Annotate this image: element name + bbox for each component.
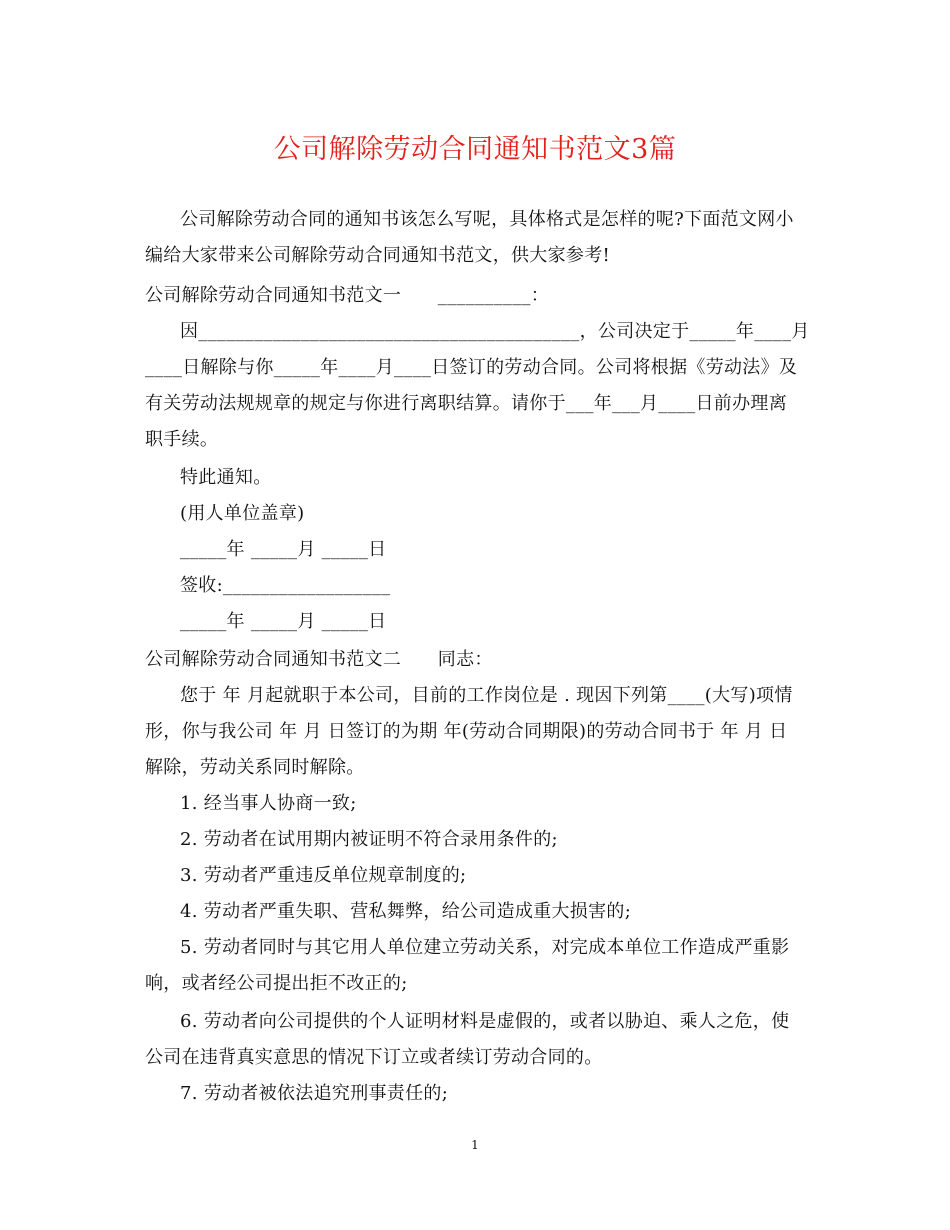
sample1-seal: (用人单位盖章) <box>180 503 305 524</box>
sample1-heading: 公司解除劳动合同通知书范文一 __________： <box>145 285 550 306</box>
sample2-item-4: 4. 劳动者严重失职、营私舞弊，给公司造成重大损害的; <box>180 901 632 922</box>
intro-line-1: 公司解除劳动合同的通知书该怎么写呢，具体格式是怎样的呢?下面范文网小 <box>180 209 794 230</box>
sample1-body-line-3: 有关劳动法规规章的规定与你进行离职结算。请你于___年___月____日前办理离 <box>145 393 787 414</box>
sample2-item-5-line-2: 响，或者经公司提出拒不改正的; <box>145 973 408 994</box>
sample1-body-line-1: 因_________________________________________，公司决定于_____年____月 <box>180 321 810 342</box>
intro-line-2: 编给大家带来公司解除劳动合同通知书范文，供大家参考! <box>145 245 611 266</box>
sample1-date-1: _____年 _____月 _____日 <box>180 539 387 560</box>
sample2-item-5-line-1: 5. 劳动者同时与其它用人单位建立劳动关系，对完成本单位工作造成严重影 <box>180 937 790 958</box>
sample2-body-line-3: 解除，劳动关系同时解除。 <box>145 757 365 778</box>
sample1-body-line-2: ____日解除与你_____年____月____日签订的劳动合同。公司将根据《劳动法》及 <box>145 357 798 378</box>
document-title: 公司解除劳动合同通知书范文3篇 <box>273 134 677 165</box>
sample2-item-3: 3. 劳动者严重违反单位规章制度的; <box>180 865 467 886</box>
sample1-date-2: _____年 _____月 _____日 <box>180 611 387 632</box>
sample1-notice: 特此通知。 <box>180 467 272 488</box>
sample2-item-6-line-2: 公司在违背真实意思的情况下订立或者续订劳动合同的。 <box>145 1047 603 1068</box>
sample1-sign: 签收:__________________ <box>180 575 391 596</box>
sample2-heading: 公司解除劳动合同通知书范文二 同志： <box>145 649 493 670</box>
sample2-item-2: 2. 劳动者在试用期内被证明不符合录用条件的; <box>180 829 558 850</box>
sample1-body-line-4: 职手续。 <box>145 429 219 450</box>
page-number: 1 <box>471 1138 479 1152</box>
sample2-item-7: 7. 劳动者被依法追究刑事责任的; <box>180 1083 449 1104</box>
sample2-item-1: 1. 经当事人协商一致; <box>180 793 357 814</box>
sample2-body-line-1: 您于 年 月起就职于本公司，目前的工作岗位是 . 现因下列第____(大写)项情 <box>180 685 793 706</box>
sample2-item-6-line-1: 6. 劳动者向公司提供的个人证明材料是虚假的，或者以胁迫、乘人之危，使 <box>180 1011 790 1032</box>
sample2-body-line-2: 形，你与我公司 年 月 日签订的为期 年(劳动合同期限)的劳动合同书于 年 月 日 <box>145 721 788 742</box>
